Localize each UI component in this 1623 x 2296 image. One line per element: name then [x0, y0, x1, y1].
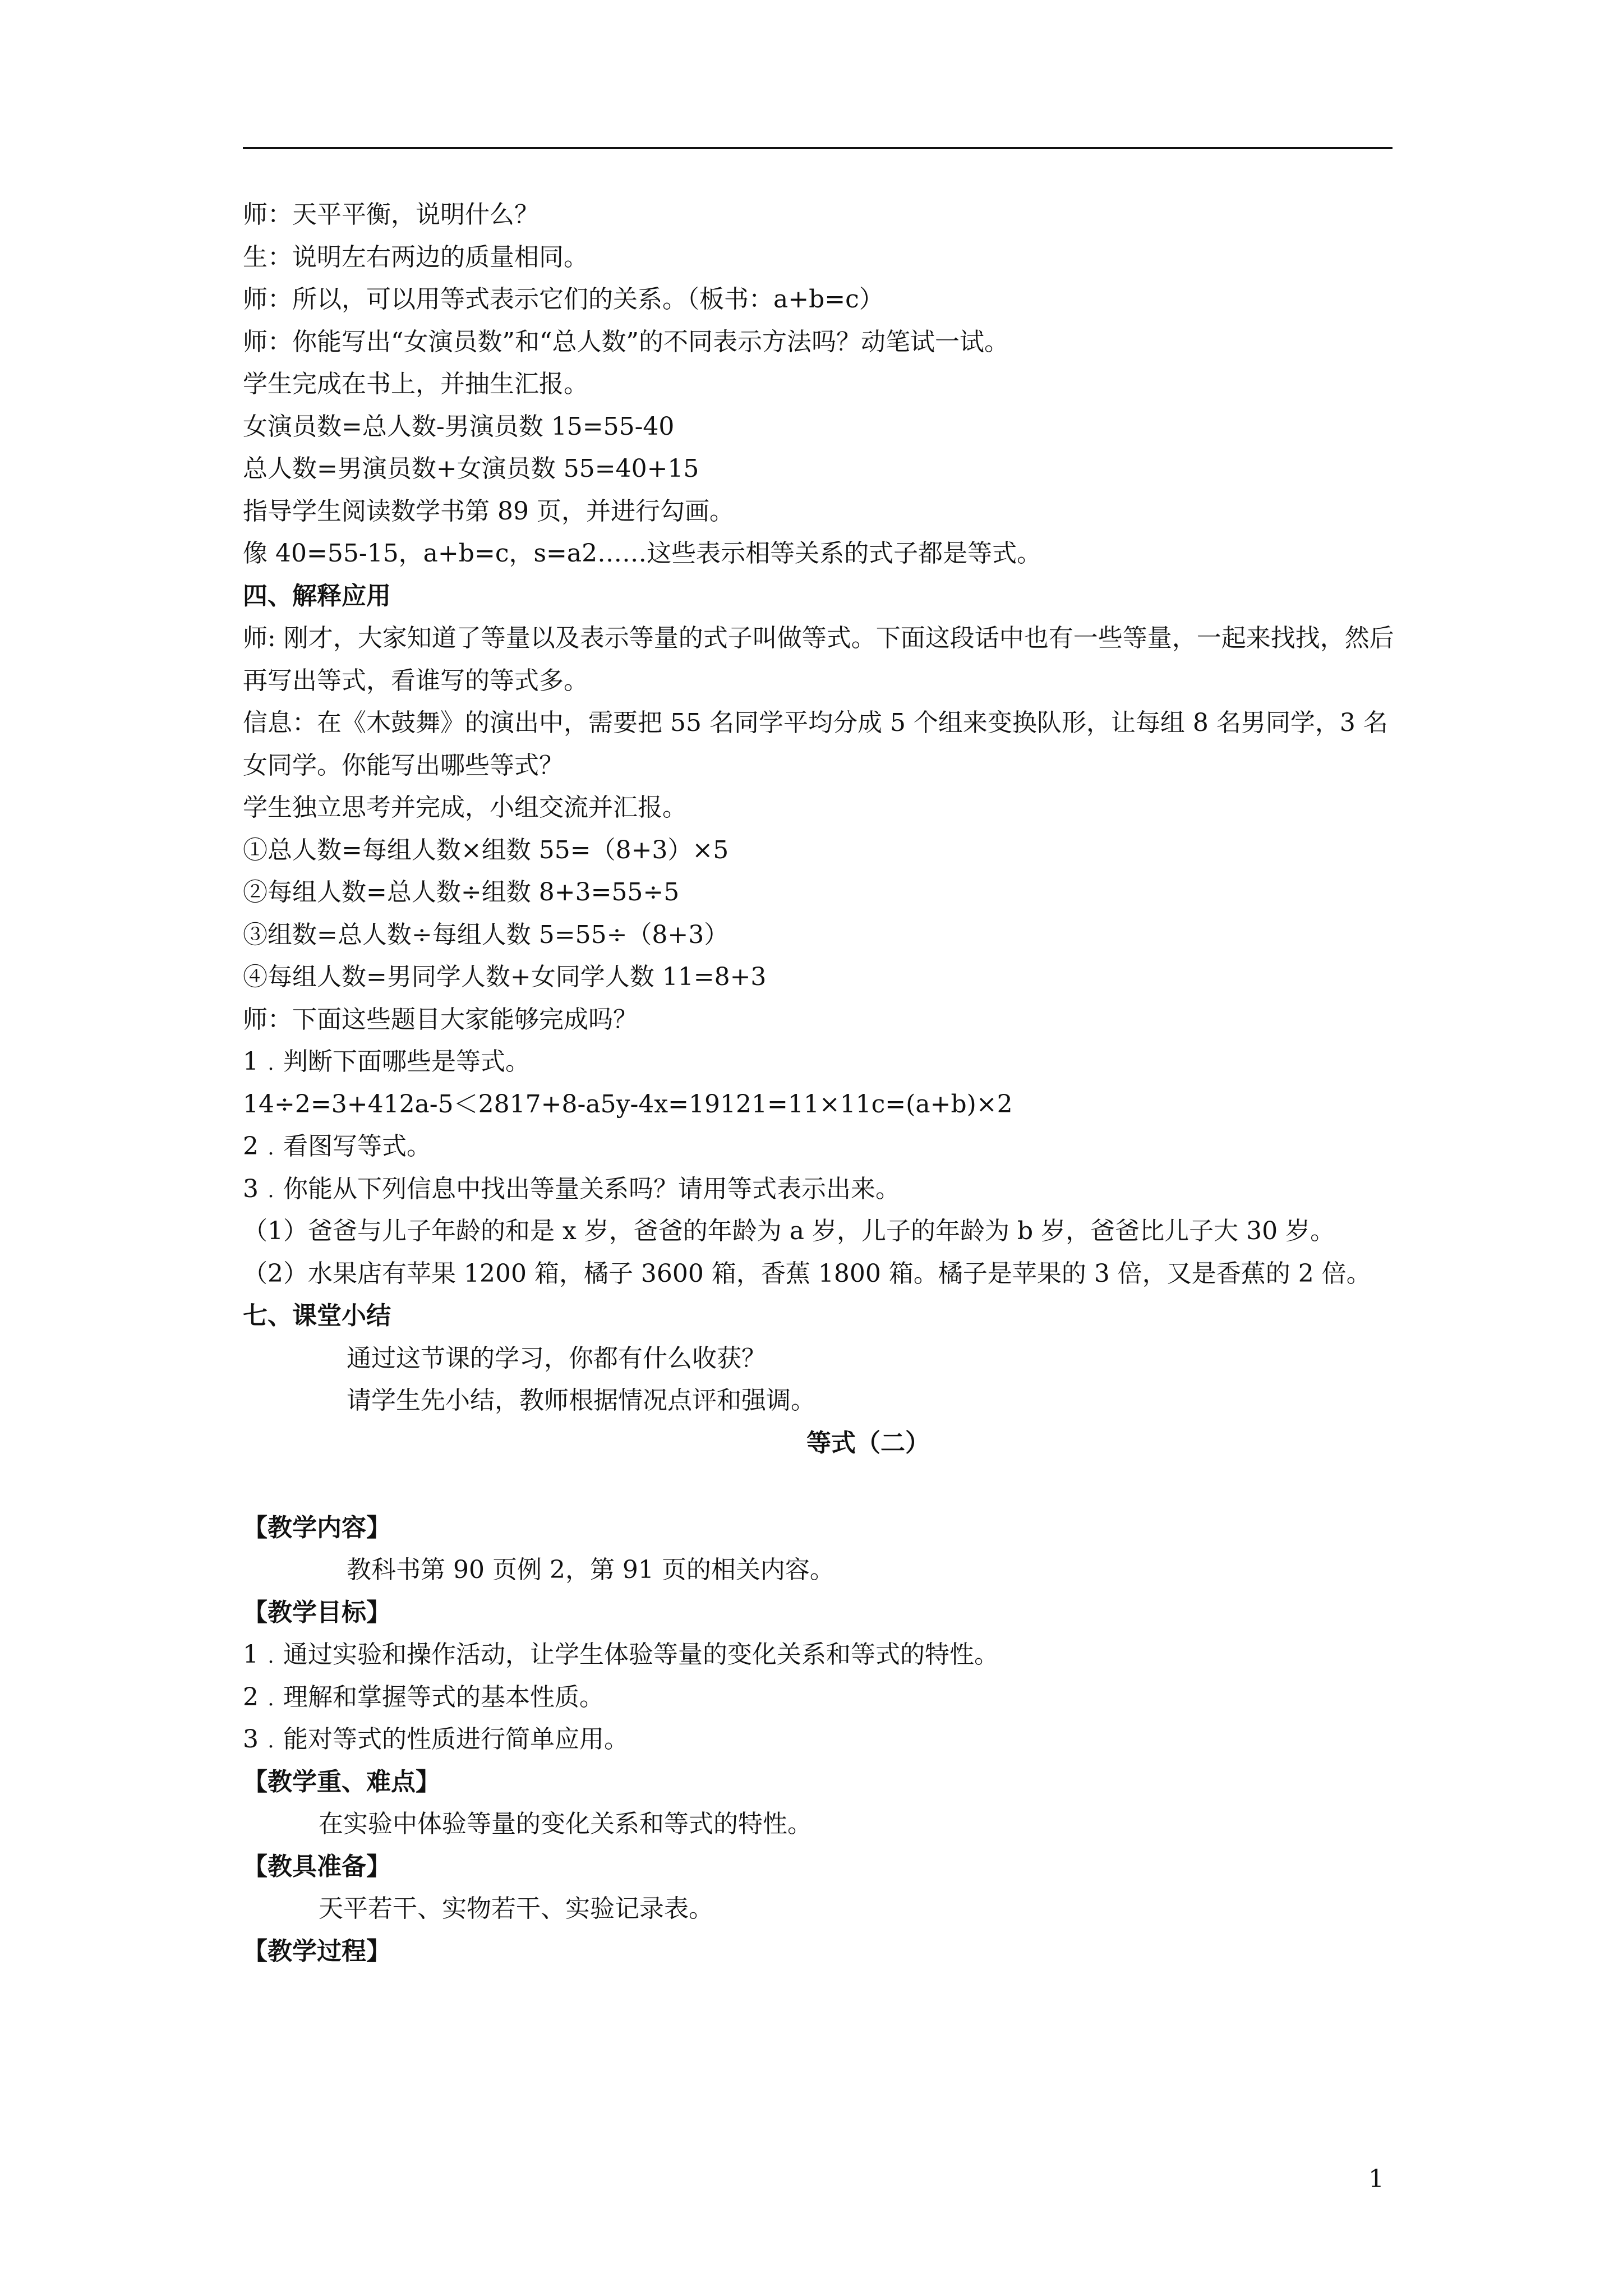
- equation-line: 14÷2=3+412a-5＜2817+8-a5y-4x=19121=11×11c=(a+b)×2: [243, 1089, 1013, 1119]
- exercise-item: 2﹒看图写等式。: [243, 1132, 431, 1161]
- section-heading: 【教具准备】: [243, 1852, 391, 1881]
- text-line: 生：说明左右两边的质量相同。: [243, 242, 588, 272]
- text-line: 指导学生阅读数学书第 89 页，并进行勾画。: [243, 496, 734, 526]
- exercise-item: 1﹒判断下面哪些是等式。: [243, 1047, 530, 1076]
- page-body: [243, 194, 1398, 1972]
- section-heading: 七、课堂小结: [243, 1301, 391, 1330]
- text-line: 师：下面这些题目大家能够完成吗？: [243, 1005, 638, 1034]
- section-heading: 【教学过程】: [243, 1936, 391, 1966]
- paragraph: 信息：在《木鼓舞》的演出中，需要把 55 名同学平均分成 5 个组来变换队形，让每组 8 名男同学，3 名女同学。你能写出哪些等式？: [243, 708, 1388, 780]
- text-line: 请学生先小结，教师根据情况点评和强调。: [347, 1386, 815, 1415]
- text-line: 天平若干、实物若干、实验记录表。: [319, 1894, 713, 1923]
- section-heading: 【教学内容】: [243, 1513, 391, 1542]
- lesson-title: 等式（二）: [806, 1428, 930, 1457]
- page-number: 1: [1368, 2165, 1384, 2193]
- text-line: 师：你能写出“女演员数”和“总人数”的不同表示方法吗？动笔试一试。: [243, 327, 1009, 356]
- text-line: 在实验中体验等量的变化关系和等式的特性。: [319, 1810, 812, 1838]
- equation-line: ①总人数=每组人数×组数 55=（8+3）×5: [243, 835, 729, 864]
- text-line: 总人数=男演员数+女演员数 55=40+15: [243, 454, 699, 483]
- equation-line: ④每组人数=男同学人数+女同学人数 11=8+3: [243, 963, 767, 991]
- blank-line: [243, 1464, 1398, 1507]
- text-line: 师：所以，可以用等式表示它们的关系。（板书：a+b=c）: [243, 285, 884, 314]
- section-heading: 【教学重、难点】: [243, 1767, 440, 1796]
- text-line: 学生独立思考并完成，小组交流并汇报。: [243, 793, 687, 822]
- text-line: 女演员数=总人数-男演员数 15=55-40: [243, 412, 675, 441]
- objective-item: 1﹒通过实验和操作活动，让学生体验等量的变化关系和等式的特性。: [243, 1640, 999, 1669]
- text-line: 学生完成在书上，并抽生汇报。: [243, 370, 588, 398]
- header-rule: [243, 147, 1393, 149]
- paragraph: 师: 刚才，大家知道了等量以及表示等量的式子叫做等式。下面这段话中也有一些等量，一起来找找，然后再写出等式，看谁写的等式多。: [243, 624, 1394, 695]
- paragraph: （1）爸爸与儿子年龄的和是 x 岁，爸爸的年龄为 a 岁，儿子的年龄为 b 岁，爸爸比儿子大 30 岁。: [243, 1217, 1335, 1245]
- text-line: 教科书第 90 页例 2，第 91 页的相关内容。: [347, 1556, 834, 1584]
- text-line: 通过这节课的学习，你都有什么收获？: [347, 1343, 766, 1373]
- equation-line: ②每组人数=总人数÷组数 8+3=55÷5: [243, 878, 680, 907]
- section-heading: 四、解释应用: [243, 581, 391, 610]
- paragraph: （2）水果店有苹果 1200 箱，橘子 3600 箱，香蕉 1800 箱。橘子是苹果的 3 倍，又是香蕉的 2 倍。: [243, 1259, 1371, 1288]
- text-line: 师：天平平衡，说明什么？: [243, 200, 539, 229]
- objective-item: 3﹒能对等式的性质进行简单应用。: [243, 1725, 629, 1754]
- objective-item: 2﹒理解和掌握等式的基本性质。: [243, 1682, 604, 1711]
- text-line: 像 40=55-15，a+b=c，s=a2……这些表示相等关系的式子都是等式。: [243, 539, 1042, 568]
- exercise-item: 3﹒你能从下列信息中找出等量关系吗？请用等式表示出来。: [243, 1174, 900, 1203]
- equation-line: ③组数=总人数÷每组人数 5=55÷（8+3）: [243, 920, 729, 949]
- section-heading: 【教学目标】: [243, 1598, 391, 1627]
